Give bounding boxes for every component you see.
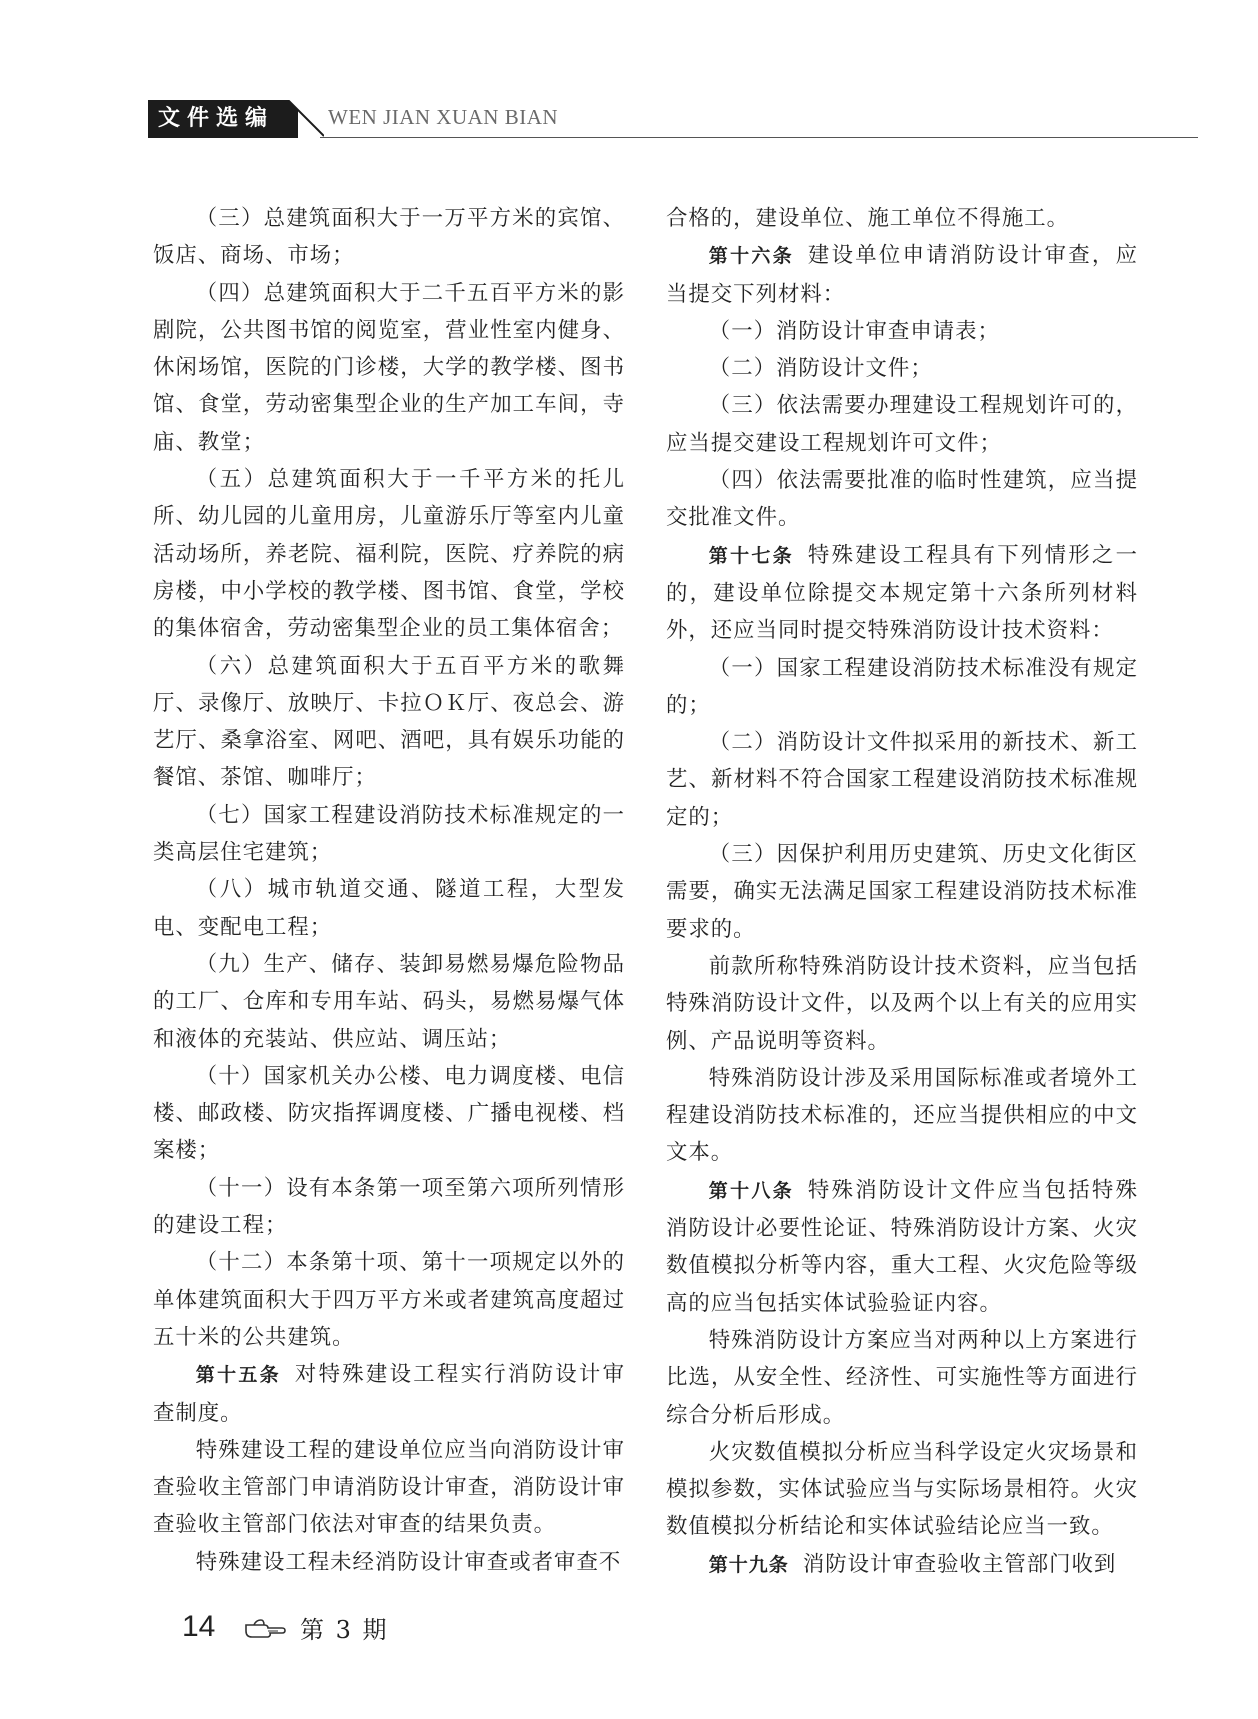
paragraph xyxy=(153,1356,625,1432)
paragraph-text: 合格的，建设单位、施工单位不得施工。 xyxy=(666,206,1070,231)
paragraph-text: （一）消防设计审查申请表； xyxy=(708,318,1000,344)
right-column xyxy=(666,200,1138,1584)
article-number: 第十六条 xyxy=(708,245,794,268)
paragraph xyxy=(666,200,1138,237)
paragraph xyxy=(666,1322,1138,1434)
section-tab xyxy=(148,100,324,138)
paragraph-text: （二）消防设计文件拟采用的新技术、新工艺、新材料不符合国家工程建设消防技术标准规定的； xyxy=(666,730,1138,830)
paragraph-text: （五）总建筑面积大于一千平方米的托儿所、幼儿园的儿童用房，儿童游乐厅等室内儿童活动场所，养老院、福利院，医院、疗养院的病房楼，中小学校的教学楼、图书馆、食堂，学校的集体宿舍，劳动密集型企业的员工集体宿舍； xyxy=(153,467,625,642)
paragraph-text: （八）城市轨道交通、隧道工程，大型发电、变配电工程； xyxy=(153,877,625,940)
paragraph xyxy=(666,1546,1138,1584)
paragraph xyxy=(153,648,625,797)
paragraph-text: 特殊建设工程未经消防设计审查或者审查不 xyxy=(195,1549,622,1575)
paragraph-text: （七）国家工程建设消防技术标准规定的一类高层住宅建筑； xyxy=(153,802,625,866)
paragraph xyxy=(153,797,625,872)
paragraph xyxy=(153,200,625,275)
paragraph xyxy=(666,836,1138,948)
paragraph xyxy=(666,1060,1138,1172)
left-column xyxy=(153,200,625,1581)
paragraph xyxy=(153,946,625,1058)
paragraph xyxy=(153,275,625,461)
paragraph xyxy=(666,237,1138,313)
paragraph xyxy=(153,1170,625,1245)
paragraph-text: （九）生产、储存、装卸易燃易爆危险物品的工厂、仓库和专用车站、码头，易燃易爆气体和液体的充装站、供应站、调压站； xyxy=(153,951,625,1052)
paragraph-text: 特殊消防设计文件应当包括特殊消防设计必要性论证、特殊消防设计方案、火灾数值模拟分析等内容，重大工程、火灾危险等级高的应当包括实体试验验证内容。 xyxy=(666,1177,1138,1316)
paragraph-text: （三）总建筑面积大于一万平方米的宾馆、饭店、商场、市场； xyxy=(153,206,625,269)
paragraph-text: 特殊建设工程具有下列情形之一的，建设单位除提交本规定第十六条所列材料外，还应当同时提交特殊消防设计技术资料： xyxy=(666,542,1138,644)
paragraph-text: （十）国家机关办公楼、电力调度楼、电信楼、邮政楼、防灾指挥调度楼、广播电视楼、档案楼； xyxy=(153,1063,625,1164)
paragraph-text: （十一）设有本条第一项至第六项所列情形的建设工程； xyxy=(153,1175,625,1239)
paragraph-text: 火灾数值模拟分析应当科学设定火灾场景和模拟参数，实体试验应当与实际场景相符。火灾数值模拟分析结论和实体试验结论应当一致。 xyxy=(666,1439,1138,1540)
paragraph xyxy=(666,350,1138,387)
pointing-hand-icon xyxy=(244,1617,286,1639)
paragraph-text: （四）总建筑面积大于二千五百平方米的影剧院，公共图书馆的阅览室，营业性室内健身、休闲场馆，医院的门诊楼，大学的教学楼、图书馆、食堂，劳动密集型企业的生产加工车间，寺庙、教堂； xyxy=(153,280,625,455)
section-title-cn: 文件选编 xyxy=(158,106,275,131)
article-number: 第十五条 xyxy=(195,1364,281,1387)
paragraph-text: （四）依法需要批准的临时性建筑，应当提交批准文件。 xyxy=(666,468,1138,531)
header-rule xyxy=(320,137,1198,138)
issue-label: 第 3 期 xyxy=(300,1616,389,1644)
section-title-en: WEN JIAN XUAN BIAN xyxy=(328,105,559,129)
article-number: 第十八条 xyxy=(708,1179,794,1202)
paragraph xyxy=(153,1244,625,1356)
page-number: 14 xyxy=(182,1610,216,1643)
article-number: 第十七条 xyxy=(708,544,794,567)
paragraph xyxy=(666,948,1138,1060)
paragraph xyxy=(153,461,625,647)
paragraph-text: 消防设计审查验收主管部门收到 xyxy=(802,1551,1117,1577)
paragraph xyxy=(153,1544,625,1581)
paragraph-text: （三）因保护利用历史建筑、历史文化街区需要，确实无法满足国家工程建设消防技术标准要求的。 xyxy=(666,842,1138,942)
paragraph-text: 特殊建设工程的建设单位应当向消防设计审查验收主管部门申请消防设计审查，消防设计审查验收主管部门依法对审查的结果负责。 xyxy=(153,1437,625,1538)
paragraph-text: 特殊消防设计涉及采用国际标准或者境外工程建设消防技术标准的，还应当提供相应的中文文本。 xyxy=(666,1065,1138,1166)
paragraph xyxy=(666,387,1138,462)
paragraph xyxy=(666,313,1138,350)
paragraph xyxy=(666,724,1138,836)
paragraph-text: （一）国家工程建设消防技术标准没有规定的； xyxy=(666,655,1138,718)
paragraph-text: （三）依法需要办理建设工程规划许可的，应当提交建设工程规划许可文件； xyxy=(666,393,1138,456)
paragraph xyxy=(666,650,1138,725)
paragraph xyxy=(153,871,625,946)
paragraph xyxy=(666,537,1138,650)
paragraph-text: （十二）本条第十项、第十一项规定以外的单体建筑面积大于四万平方米或者建筑高度超过五十米的公共建筑。 xyxy=(153,1250,625,1350)
paragraph-text: （六）总建筑面积大于五百平方米的歌舞厅、录像厅、放映厅、卡拉ＯＫ厅、夜总会、游艺厅、桑拿浴室、网吧、酒吧，具有娱乐功能的餐馆、茶馆、咖啡厅； xyxy=(153,653,625,791)
paragraph-text: 特殊消防设计方案应当对两种以上方案进行比选，从安全性、经济性、可实施性等方面进行综合分析后形成。 xyxy=(666,1327,1138,1428)
paragraph-text: 建设单位申请消防设计审查，应当提交下列材料： xyxy=(666,243,1138,307)
paragraph-text: 前款所称特殊消防设计技术资料，应当包括特殊消防设计文件，以及两个以上有关的应用实例、产品说明等资料。 xyxy=(666,953,1138,1054)
paragraph xyxy=(666,1172,1138,1322)
article-number: 第十九条 xyxy=(708,1553,789,1576)
paragraph xyxy=(666,462,1138,537)
paragraph xyxy=(153,1432,625,1544)
paragraph-text: （二）消防设计文件； xyxy=(708,356,933,382)
paragraph xyxy=(666,1434,1138,1546)
paragraph xyxy=(153,1058,625,1170)
paragraph-text: 对特殊建设工程实行消防设计审查制度。 xyxy=(153,1362,625,1426)
